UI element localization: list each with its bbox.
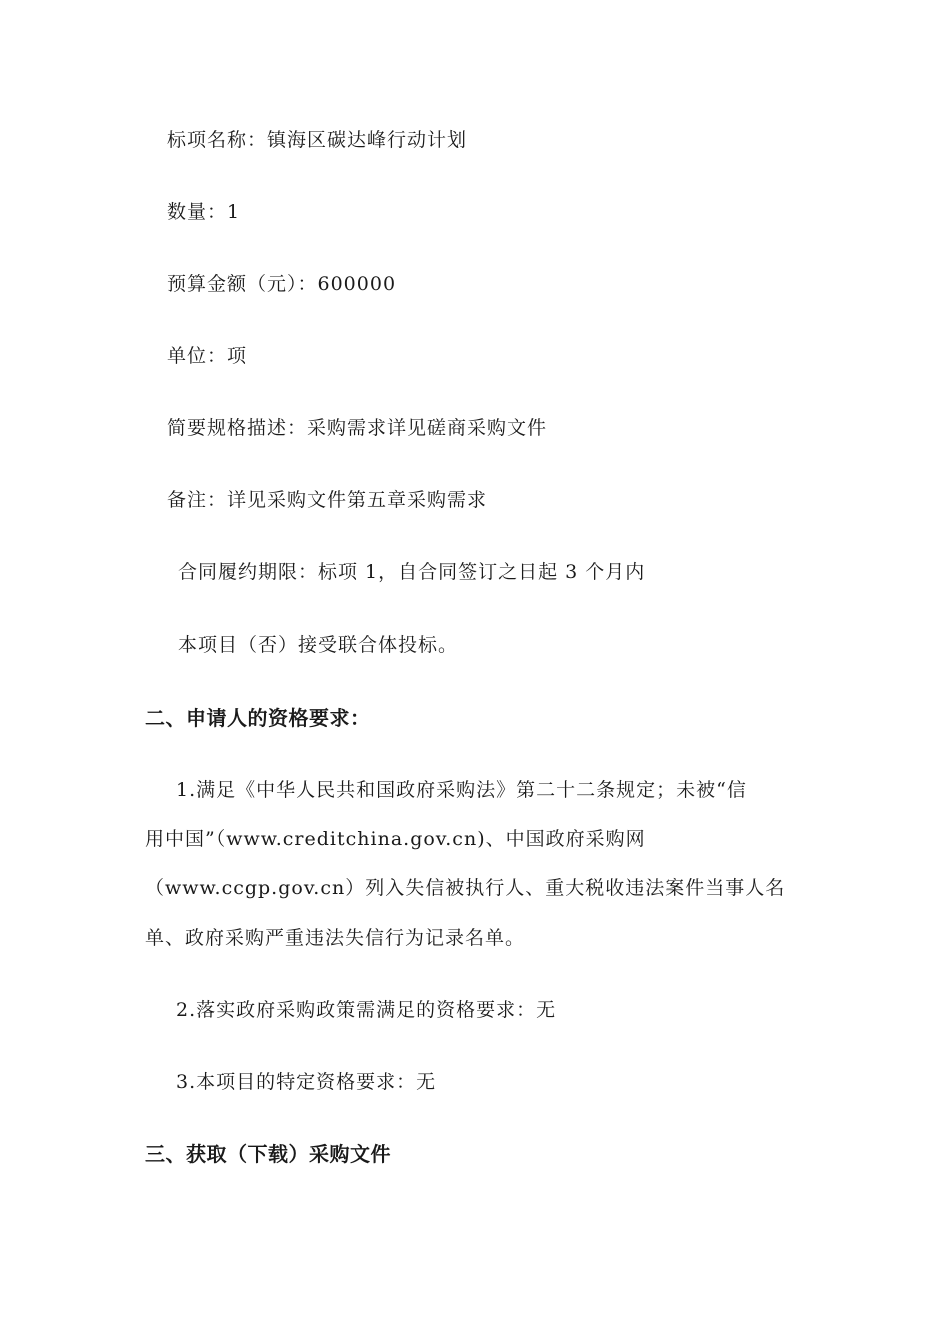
consortium-statement: 本项目（否）接受联合体投标。 — [178, 634, 459, 656]
unit: 单位：项 — [167, 345, 248, 367]
section-2-heading: 二、申请人的资格要求： — [145, 706, 371, 730]
remark: 备注：详见采购文件第五章采购需求 — [167, 489, 488, 511]
qualification-item-1-line-2: 用中国”（www.creditchina.gov.cn)、中国政府采购网 — [145, 828, 646, 850]
qualification-item-1-line-3: （www.ccgp.gov.cn）列入失信被执行人、重大税收违法案件当事人名 — [145, 877, 786, 899]
lot-name: 标项名称：镇海区碳达峰行动计划 — [167, 129, 468, 151]
budget-amount: 预算金额（元）：600000 — [167, 273, 397, 295]
spec-description: 简要规格描述：采购需求详见磋商采购文件 — [167, 417, 548, 439]
qualification-item-1-line-1: 1.满足《中华人民共和国政府采购法》第二十二条规定；未被“信 — [176, 779, 747, 801]
contract-term: 合同履约期限：标项 1，自合同签订之日起 3 个月内 — [178, 561, 646, 583]
qualification-item-2: 2.落实政府采购政策需满足的资格要求：无 — [176, 999, 557, 1021]
qualification-item-3: 3.本项目的特定资格要求：无 — [176, 1071, 437, 1093]
qualification-item-1-line-4: 单、政府采购严重违法失信行为记录名单。 — [145, 927, 526, 949]
quantity: 数量：1 — [167, 201, 241, 223]
section-3-heading: 三、获取（下载）采购文件 — [145, 1142, 391, 1166]
